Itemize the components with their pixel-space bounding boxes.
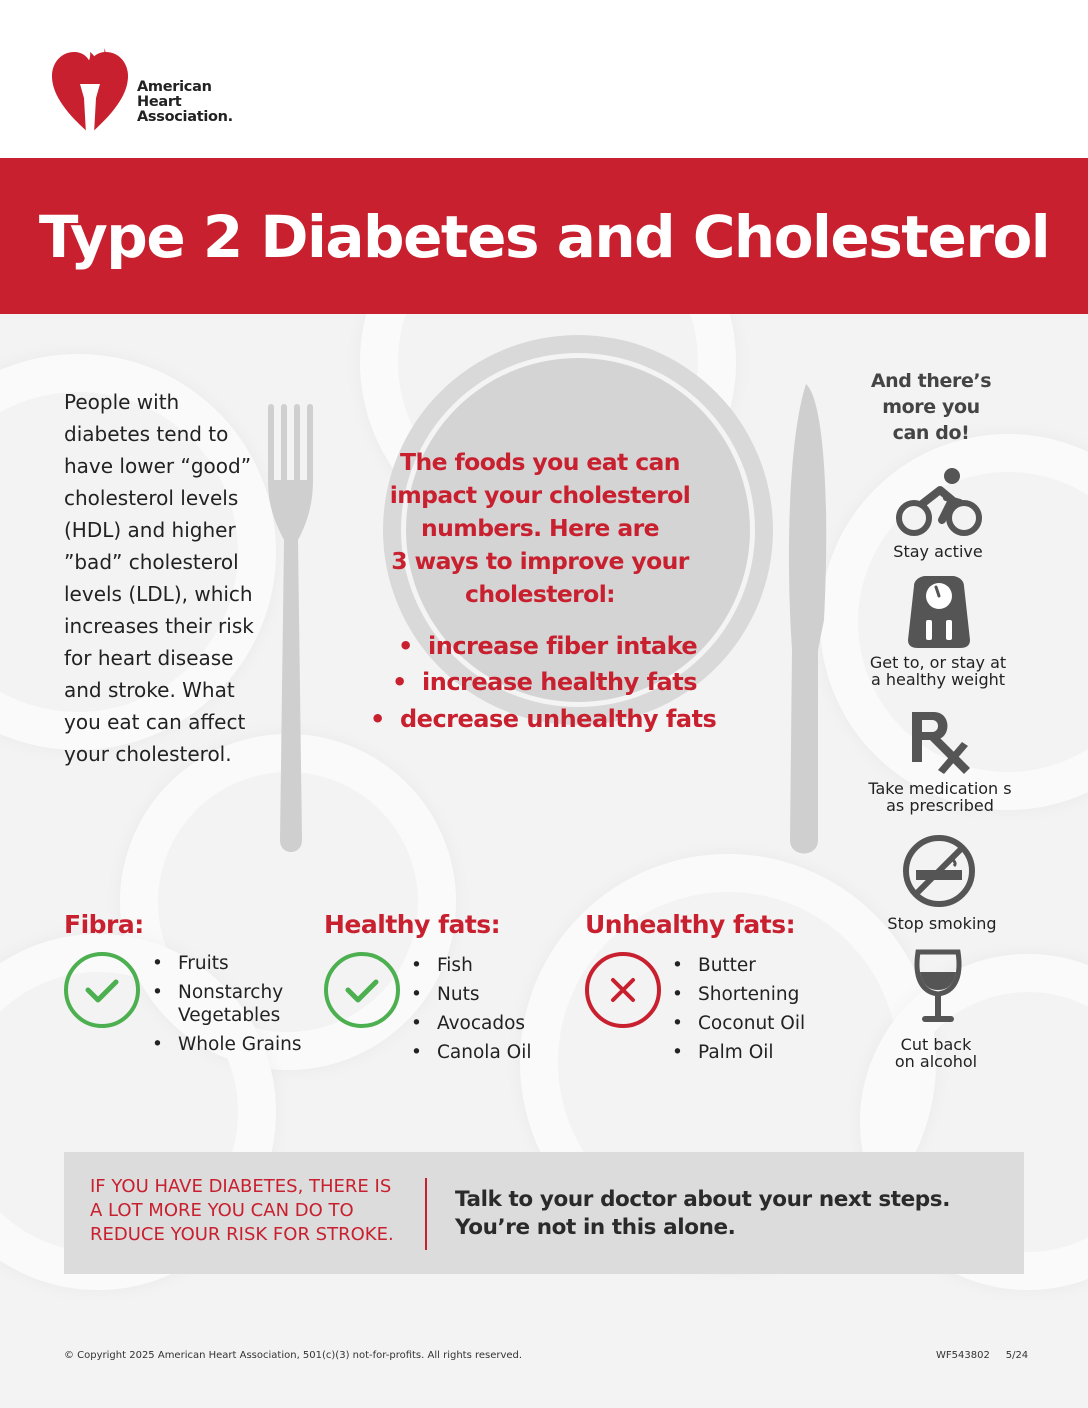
org-name-line: Association. <box>137 109 233 125</box>
callout-message-line: Talk to your doctor about your next steps. <box>455 1187 950 1212</box>
healthy-fats-title: Healthy fats: <box>324 910 501 939</box>
tip-label-weight <box>848 654 1028 688</box>
tip-label-medication <box>850 780 1030 814</box>
unhealthy-fats-x-icon <box>585 952 661 1028</box>
tip-label-line: Stay active <box>893 542 983 561</box>
tip-label-line: as prescribed <box>886 796 994 815</box>
copyright-notice: © Copyright 2025 American Heart Association, 501(c)(3) not-for-profits. All rights reserved. <box>64 1350 523 1361</box>
more-heading <box>858 368 1004 446</box>
list-item: • Butter <box>672 954 805 977</box>
list-item: • Fish <box>411 954 532 977</box>
improvement-item: • increase fiber intake <box>428 632 697 660</box>
org-name <box>137 80 233 125</box>
list-item: • Avocados <box>411 1012 532 1035</box>
cyclist-icon <box>896 466 982 542</box>
org-name-line: Heart <box>137 94 182 110</box>
page-title: Type 2 Diabetes and Cholesterol <box>38 203 1050 271</box>
fiber-check-icon <box>64 952 140 1028</box>
fiber-list <box>152 952 302 1062</box>
list-item: • Canola Oil <box>411 1041 532 1064</box>
unhealthy-fats-list <box>672 954 805 1070</box>
list-item: • Fruits <box>152 952 302 975</box>
more-heading-line: And there’s <box>870 370 992 392</box>
tip-label-line: on alcohol <box>894 1052 978 1071</box>
list-item: • Nonstarchy Vegetables <box>152 981 298 1027</box>
tip-label-line: Take medication s <box>868 779 1012 798</box>
scale-icon <box>906 576 972 652</box>
no-smoking-icon <box>902 834 976 912</box>
plate-heading-line: The foods you eat can <box>400 448 680 476</box>
tip-label-stay-active <box>848 543 1028 560</box>
tip-label-alcohol <box>846 1036 1026 1070</box>
list-item: • Shortening <box>672 983 805 1006</box>
improvement-item: • increase healthy fats <box>422 668 697 696</box>
plate-heading-line: numbers. Here are <box>421 514 659 542</box>
tip-label-smoking <box>852 915 1032 932</box>
callout-warning-line: A LOT MORE YOU CAN DO TO <box>90 1200 354 1221</box>
callout-message-line: You’re not in this alone. <box>455 1215 736 1240</box>
callout-warning-line: REDUCE YOUR RISK FOR STROKE. <box>90 1224 394 1245</box>
org-name-line: American <box>137 79 212 95</box>
callout-message <box>455 1186 995 1242</box>
list-item: • Palm Oil <box>672 1041 805 1064</box>
more-heading-line: can do! <box>892 422 970 444</box>
document-code: WF543802 5/24 <box>936 1350 1029 1361</box>
callout-divider <box>425 1178 427 1250</box>
callout-warning-line: IF YOU HAVE DIABETES, THERE IS <box>90 1176 392 1197</box>
tip-label-line: Get to, or stay at <box>869 653 1007 672</box>
callout-warning <box>90 1175 420 1247</box>
tip-label-line: Stop smoking <box>887 914 997 933</box>
plate-heading-line: impact your cholesterol <box>389 481 691 509</box>
plate-heading-line: cholesterol: <box>465 580 615 608</box>
tip-label-line: a healthy weight <box>870 670 1006 689</box>
intro-paragraph: People with diabetes tend to have lower “good” cholesterol levels (HDL) and higher ”bad” cholesterol levels (LDL), which increases their risk for heart disease and stroke. What you eat can affect your cholesterol. <box>64 390 254 766</box>
unhealthy-fats-title: Unhealthy fats: <box>585 910 796 939</box>
more-heading-line: more you <box>882 396 980 418</box>
aha-logo <box>50 38 130 140</box>
list-item: • Whole Grains <box>152 1033 302 1056</box>
improvement-item: • decrease unhealthy fats <box>400 705 716 733</box>
prescription-icon <box>908 710 972 780</box>
wine-glass-icon <box>912 948 964 1028</box>
healthy-fats-check-icon <box>324 952 400 1028</box>
list-item: • Nuts <box>411 983 532 1006</box>
plate-heading <box>360 446 720 611</box>
plate-heading-line: 3 ways to improve your <box>391 547 689 575</box>
healthy-fats-list <box>411 954 532 1070</box>
fiber-title: Fibra: <box>64 910 144 939</box>
list-item: • Coconut Oil <box>672 1012 805 1035</box>
fork-icon <box>262 400 322 864</box>
knife-icon <box>778 380 838 864</box>
tip-label-line: Cut back <box>900 1035 972 1054</box>
